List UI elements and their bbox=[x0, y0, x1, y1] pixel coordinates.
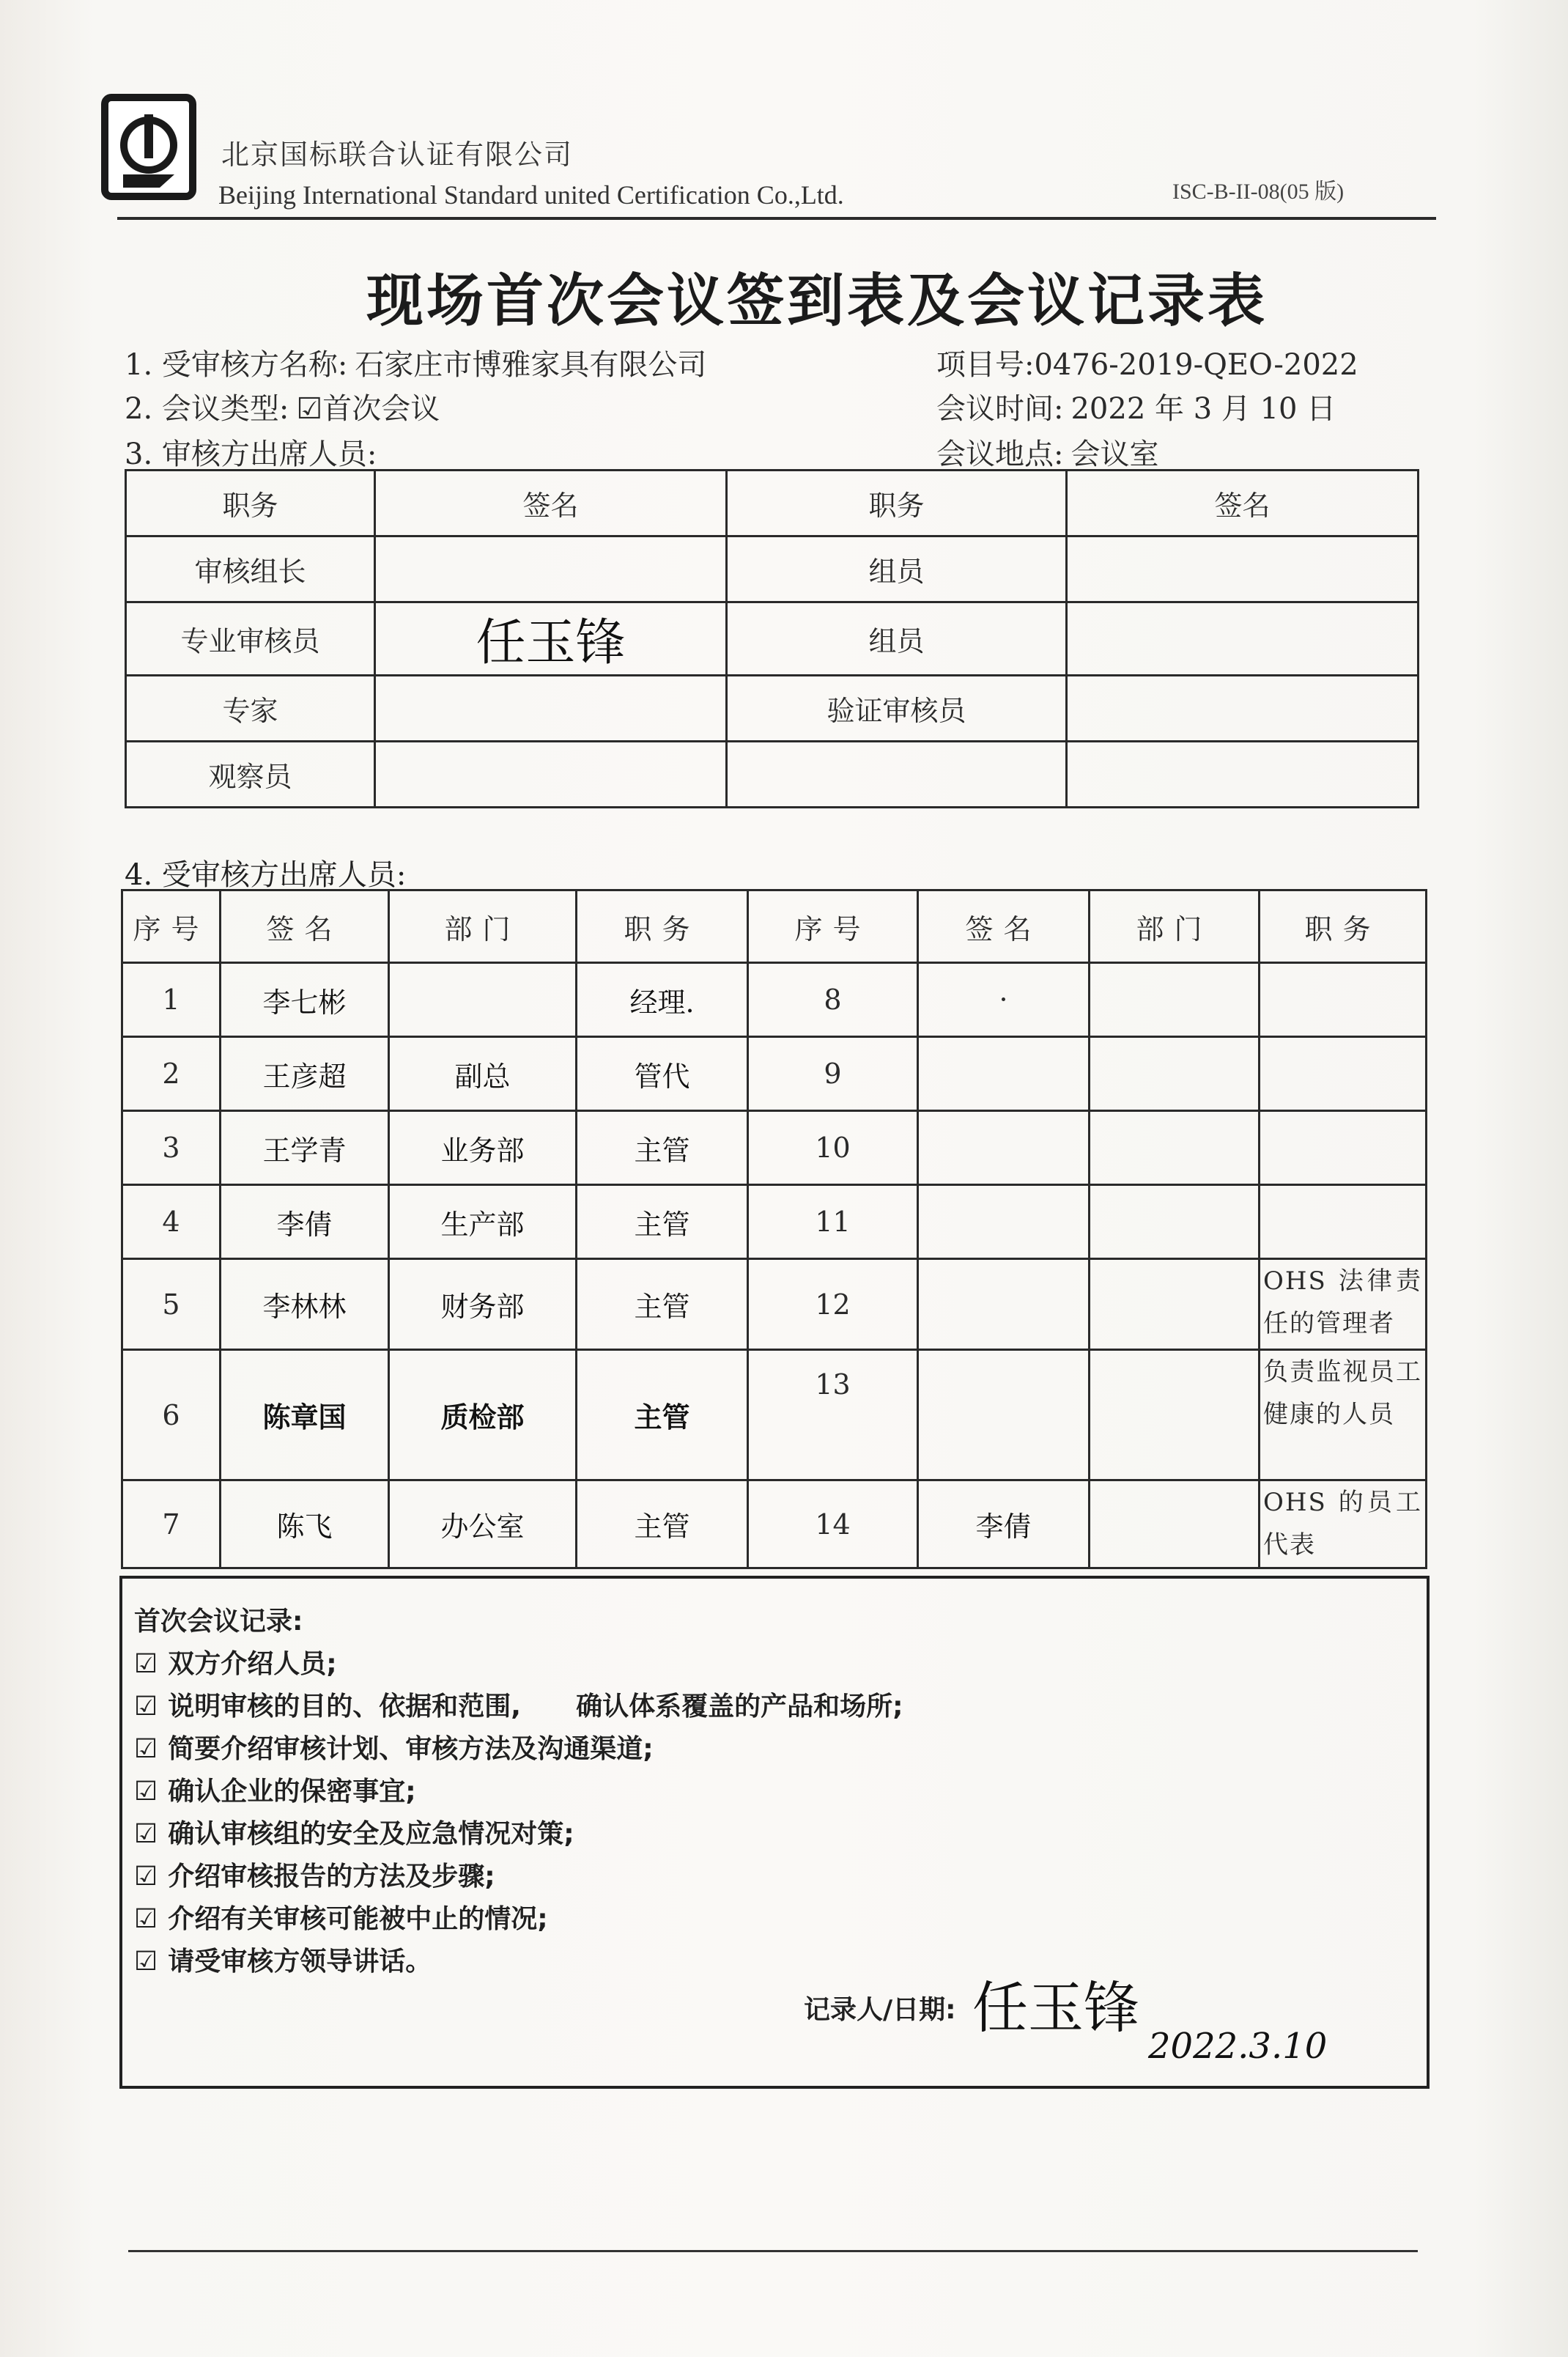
signature-cell: · bbox=[918, 963, 1090, 1037]
auditee-value: 石家庄市博雅家具有限公司 bbox=[355, 348, 707, 382]
footer-divider bbox=[128, 2250, 1418, 2252]
no-cell: 6 bbox=[122, 1350, 221, 1480]
header-signature: 签名 bbox=[221, 890, 389, 963]
table-row bbox=[122, 1185, 1427, 1259]
auditor-header-row bbox=[126, 471, 1419, 536]
role-cell: 组员 bbox=[727, 536, 1067, 602]
no-cell: 4 bbox=[122, 1185, 221, 1259]
signature-cell bbox=[918, 1350, 1090, 1480]
signature-cell: 陈章国 bbox=[221, 1350, 389, 1480]
department-cell bbox=[1090, 1111, 1260, 1185]
header-department: 部门 bbox=[389, 890, 577, 963]
table-row bbox=[126, 742, 1419, 808]
no-cell: 7 bbox=[122, 1480, 221, 1568]
signature-cell bbox=[918, 1259, 1090, 1350]
position-cell: 经理. bbox=[577, 963, 748, 1037]
signature-cell: 王彦超 bbox=[221, 1037, 389, 1111]
table-row bbox=[126, 536, 1419, 602]
form-code: ISC-B-II-08(05 版) bbox=[1172, 180, 1345, 204]
attendee-table bbox=[121, 889, 1427, 1569]
project-label: 项目号: bbox=[936, 348, 1035, 382]
meeting-time-field bbox=[936, 386, 1336, 427]
position-cell bbox=[1260, 963, 1427, 1037]
signature-cell: 王学青 bbox=[221, 1111, 389, 1185]
meeting-place-label: 会议地点: bbox=[936, 438, 1064, 471]
no-cell: 10 bbox=[748, 1111, 918, 1185]
recorder-signature: 任玉锋 bbox=[972, 1975, 1139, 2040]
department-cell: 生产部 bbox=[389, 1185, 577, 1259]
no-cell: 2 bbox=[122, 1037, 221, 1111]
recorder-label: 记录人/日期: bbox=[804, 1995, 956, 2025]
auditee-field bbox=[125, 342, 706, 383]
project-field bbox=[936, 342, 1358, 383]
role-cell: 验证审核员 bbox=[727, 676, 1067, 742]
position-cell bbox=[1260, 1037, 1427, 1111]
department-cell bbox=[1090, 1259, 1260, 1350]
table-row bbox=[122, 1480, 1427, 1568]
signature-cell: 任玉锋 bbox=[375, 602, 727, 676]
signature-cell bbox=[918, 1111, 1090, 1185]
header-signature: 签名 bbox=[1067, 471, 1419, 536]
table-row bbox=[122, 1259, 1427, 1350]
department-cell bbox=[1090, 1350, 1260, 1480]
position-cell: 主管 bbox=[577, 1480, 748, 1568]
no-cell: 8 bbox=[748, 963, 918, 1037]
role-cell bbox=[727, 742, 1067, 808]
header-position: 职务 bbox=[577, 890, 748, 963]
checkbox-checked-icon: ☑ bbox=[134, 1947, 158, 1977]
position-cell: OHS 的员工代表 bbox=[1260, 1480, 1427, 1568]
company-logo bbox=[101, 94, 196, 200]
table-row bbox=[122, 1037, 1427, 1111]
department-cell: 办公室 bbox=[389, 1480, 577, 1568]
meeting-place-value: 会议室 bbox=[1070, 438, 1159, 471]
header-signature: 签名 bbox=[375, 471, 727, 536]
table-row bbox=[122, 1350, 1427, 1480]
role-cell: 专业审核员 bbox=[126, 602, 375, 676]
no-cell: 5 bbox=[122, 1259, 221, 1350]
header-no: 序号 bbox=[122, 890, 221, 963]
recorder-date: 2022.3.10 bbox=[1148, 2026, 1328, 2067]
position-cell: 负责监视员工健康的人员 bbox=[1260, 1350, 1427, 1480]
meeting-type-field bbox=[125, 386, 440, 427]
department-cell bbox=[1090, 963, 1260, 1037]
signature-cell: 李倩 bbox=[221, 1185, 389, 1259]
attendee-header-row bbox=[122, 890, 1427, 963]
signature-cell bbox=[1067, 602, 1419, 676]
no-cell: 1 bbox=[122, 963, 221, 1037]
list-item: ☑ 说明审核的目的、依据和范围, 确认体系覆盖的产品和场所; bbox=[134, 1692, 903, 1722]
header-department: 部门 bbox=[1090, 890, 1260, 963]
list-item: ☑ 介绍审核报告的方法及步骤; bbox=[134, 1862, 495, 1892]
department-cell: 副总 bbox=[389, 1037, 577, 1111]
position-cell: 主管 bbox=[577, 1259, 748, 1350]
minutes-title: 首次会议记录: bbox=[134, 1607, 303, 1637]
meeting-time-value: 2022 年 3 月 10 日 bbox=[1070, 392, 1336, 426]
department-cell bbox=[389, 963, 577, 1037]
list-item: ☑ 请受审核方领导讲话。 bbox=[134, 1947, 432, 1977]
list-item: ☑ 确认企业的保密事宜; bbox=[134, 1777, 416, 1807]
list-item: ☑ 简要介绍审核计划、审核方法及沟通渠道; bbox=[134, 1734, 654, 1764]
table-row bbox=[122, 963, 1427, 1037]
auditee-attendees-label: 4. 受审核方出席人员: bbox=[125, 858, 407, 892]
header-no: 序号 bbox=[748, 890, 918, 963]
signature-cell bbox=[1067, 536, 1419, 602]
header-divider bbox=[117, 217, 1436, 220]
department-cell: 业务部 bbox=[389, 1111, 577, 1185]
checkbox-checked-icon: ☑ bbox=[134, 1692, 158, 1722]
table-row bbox=[122, 1111, 1427, 1185]
meeting-type-value: ☑首次会议 bbox=[296, 392, 440, 426]
meeting-minutes-box bbox=[119, 1576, 1430, 2089]
checkbox-checked-icon: ☑ bbox=[134, 1862, 158, 1892]
header-role: 职务 bbox=[126, 471, 375, 536]
no-cell: 3 bbox=[122, 1111, 221, 1185]
company-name-en: Beijing International Standard united Certification Co.,Ltd. bbox=[218, 180, 844, 210]
department-cell: 质检部 bbox=[389, 1350, 577, 1480]
table-row bbox=[126, 676, 1419, 742]
project-value: 0476-2019-QEO-2022 bbox=[1034, 348, 1358, 382]
checkbox-checked-icon: ☑ bbox=[134, 1649, 158, 1679]
position-cell: 主管 bbox=[577, 1350, 748, 1480]
role-cell: 审核组长 bbox=[126, 536, 375, 602]
signature-cell bbox=[1067, 742, 1419, 808]
position-cell: OHS 法律责任的管理者 bbox=[1260, 1259, 1427, 1350]
auditee-label: 1. 受审核方名称: bbox=[125, 348, 348, 382]
header-signature: 签名 bbox=[918, 890, 1090, 963]
signature-cell bbox=[918, 1037, 1090, 1111]
signature-cell bbox=[918, 1185, 1090, 1259]
department-cell: 财务部 bbox=[389, 1259, 577, 1350]
signature-cell bbox=[375, 676, 727, 742]
signature-cell bbox=[375, 536, 727, 602]
signature-cell: 陈飞 bbox=[221, 1480, 389, 1568]
meeting-type-label: 2. 会议类型: bbox=[125, 392, 289, 426]
no-cell: 11 bbox=[748, 1185, 918, 1259]
department-cell bbox=[1090, 1037, 1260, 1111]
auditor-attendees-label: 3. 审核方出席人员: bbox=[125, 438, 377, 471]
signature-cell bbox=[375, 742, 727, 808]
checkbox-checked-icon: ☑ bbox=[134, 1819, 158, 1849]
no-cell: 13 bbox=[748, 1350, 918, 1480]
meeting-time-label: 会议时间: bbox=[936, 392, 1064, 426]
role-cell: 专家 bbox=[126, 676, 375, 742]
checkbox-checked-icon: ☑ bbox=[134, 1904, 158, 1934]
position-cell: 管代 bbox=[577, 1037, 748, 1111]
list-item: ☑ 介绍有关审核可能被中止的情况; bbox=[134, 1904, 548, 1934]
role-cell: 组员 bbox=[727, 602, 1067, 676]
no-cell: 14 bbox=[748, 1480, 918, 1568]
auditor-table bbox=[125, 469, 1419, 808]
no-cell: 12 bbox=[748, 1259, 918, 1350]
logo-mark-icon bbox=[108, 101, 189, 193]
signature-cell: 李倩 bbox=[918, 1480, 1090, 1568]
no-cell: 9 bbox=[748, 1037, 918, 1111]
checkbox-checked-icon: ☑ bbox=[134, 1734, 158, 1764]
department-cell bbox=[1090, 1480, 1260, 1568]
department-cell bbox=[1090, 1185, 1260, 1259]
position-cell: 主管 bbox=[577, 1111, 748, 1185]
position-cell: 主管 bbox=[577, 1185, 748, 1259]
signature-cell bbox=[1067, 676, 1419, 742]
position-cell bbox=[1260, 1111, 1427, 1185]
signature-cell: 李林林 bbox=[221, 1259, 389, 1350]
company-name-cn: 北京国标联合认证有限公司 bbox=[221, 139, 574, 171]
meeting-place-field bbox=[936, 431, 1158, 473]
list-item: ☑ 双方介绍人员; bbox=[134, 1649, 337, 1679]
role-cell: 观察员 bbox=[126, 742, 375, 808]
signature-cell: 李七彬 bbox=[221, 963, 389, 1037]
header-role: 职务 bbox=[727, 471, 1067, 536]
header-position: 职务 bbox=[1260, 890, 1427, 963]
position-cell bbox=[1260, 1185, 1427, 1259]
list-item: ☑ 确认审核组的安全及应急情况对策; bbox=[134, 1819, 574, 1849]
checkbox-checked-icon: ☑ bbox=[134, 1777, 158, 1807]
page-title: 现场首次会议签到表及会议记录表 bbox=[366, 268, 1268, 334]
table-row bbox=[126, 602, 1419, 676]
